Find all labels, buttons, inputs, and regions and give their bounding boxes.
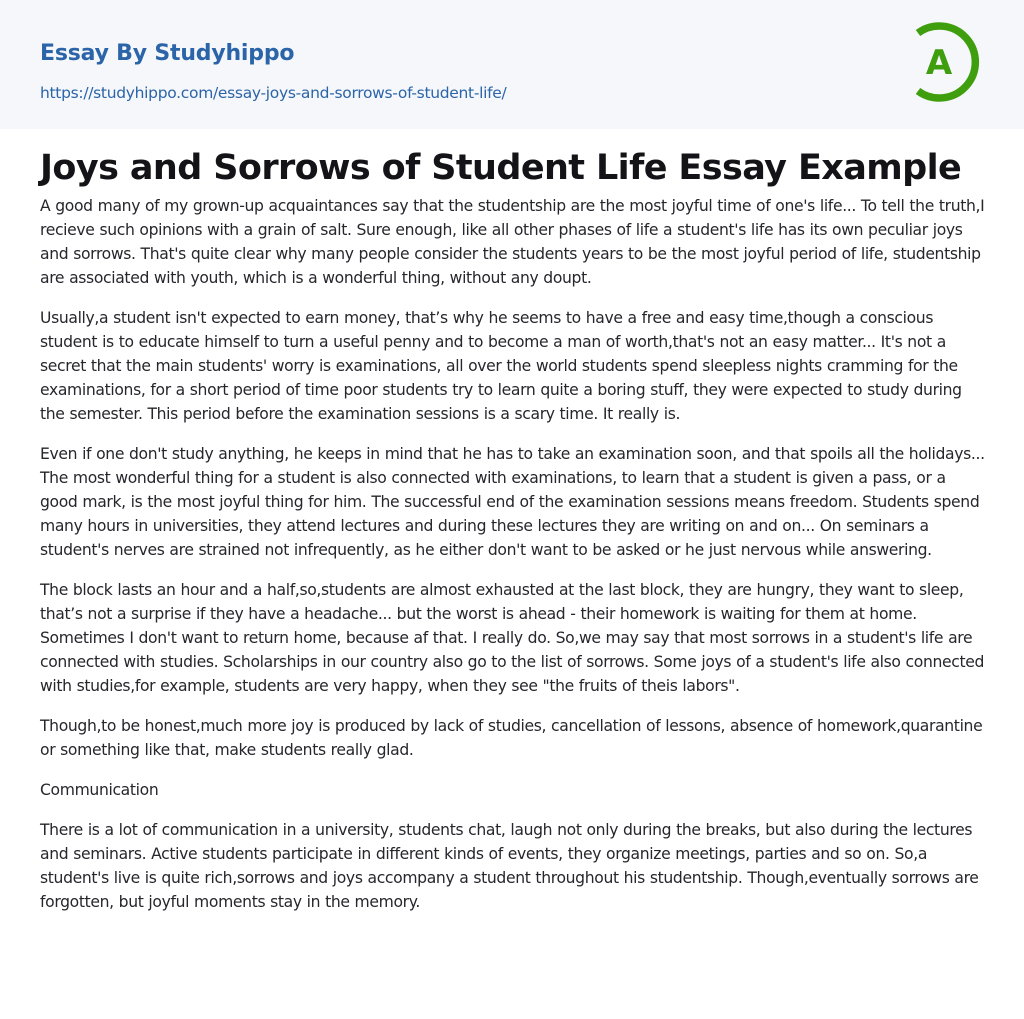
brand-title: Essay By Studyhippo: [40, 41, 295, 66]
paragraph-1: A good many of my grown-up acquaintances say that the studentship are the most joyful time of one's life... To tell the truth,I recieve such opinions with a grain of salt. Sure enough, like all other phases of life a student's life has its own peculiar joys and sorrows. That's quite clear why many people consider the students years to be the most joyful period of life, studentship are associated with youth, which is a wonderful thing, without any doupt.: [40, 197, 985, 287]
paragraph-5: Though,to be honest,much more joy is produced by lack of studies, cancellation of lessons, absence of homework,quarantine or something like that, make students really glad.: [40, 717, 983, 759]
source-url-link[interactable]: https://studyhippo.com/essay-joys-and-sorrows-of-student-life/: [40, 84, 507, 102]
paragraph-6: There is a lot of communication in a university, students chat, laugh not only during the breaks, but also during the lectures and seminars. Active students participate in different kinds of events, they organize meetings, parties and so on. So,a student's live is quite rich,sorrows and joys accompany a student throughout his studentship. Though,eventually sorrows are forgotten, but joyful moments stay in the memory.: [40, 821, 979, 911]
page-title: Joys and Sorrows of Student Life Essay Example: [40, 148, 962, 188]
logo-letter: A: [925, 43, 953, 83]
essay-body: [40, 194, 988, 930]
paragraph-2: Usually,a student isn't expected to earn money, that’s why he seems to have a free and easy time,though a conscious student is to educate himself to turn a useful penny and to become a man of worth,that's not an easy matter... It's not a secret that the main students' worry is examinations, all over the world students spend sleepless nights cramming for the examinations, for a short period of time poor students try to learn quite a boring stuff, they were expected to study during the semester. This period before the examination sessions is a scary time. It really is.: [40, 309, 962, 423]
paragraph-3: Even if one don't study anything, he keeps in mind that he has to take an examination soon, and that spoils all the holidays... The most wonderful thing for a student is also connected with examinations, to learn that a student is given a pass, or a good mark, is the most joyful thing for him. The successful end of the examination sessions means freedom. Students spend many hours in universities, they attend lectures and during these lectures they are writing on and on... On seminars a student's nerves are strained not infrequently, as he either don't want to be asked or he just nervous while answering.: [40, 445, 985, 559]
paragraph-4: The block lasts an hour and a half,so,students are almost exhausted at the last block, they are hungry, they want to sleep, that’s not a surprise if they have a headache... but the worst is ahead - their homework is waiting for them at home. Sometimes I don't want to return home, because af that. I really do. So,we may say that most sorrows in a student's life are connected with studies. Scholarships in our country also go to the list of sorrows. Some joys of a student's life also connected with studies,for example, students are very happy, when they see "the fruits of theis labors".: [40, 581, 985, 695]
section-heading-communication: Communication: [40, 781, 159, 799]
